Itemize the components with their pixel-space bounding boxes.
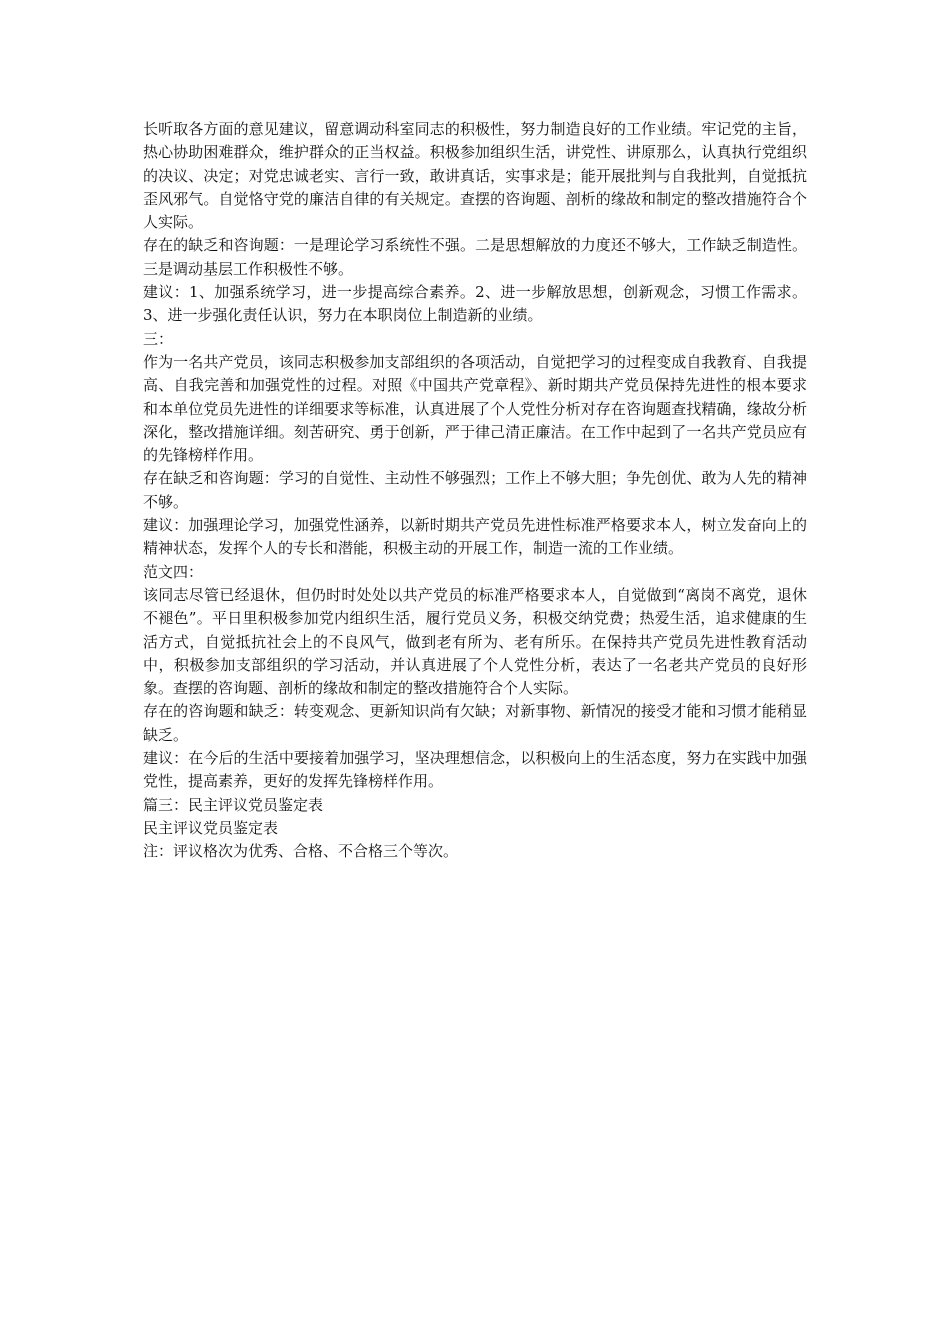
- section-heading-three: 三：: [143, 329, 174, 348]
- paragraph-suggestions-4: 建议：在今后的生活中要接着加强学习，坚决理想信念，以积极向上的生活态度，努力在实践中加强党性，提高素养，更好的发挥先锋榜样作用。: [143, 749, 807, 791]
- paragraph-shortcomings-3: 存在缺乏和咨询题：学习的自觉性、主动性不够强烈；工作上不够大胆；争先创优、敢为人先的精神不够。: [143, 469, 807, 511]
- paragraph-shortcomings-1: 存在的缺乏和咨询题：一是理论学习系统性不强。二是思想解放的力度还不够大，工作缺乏制造性。三是调动基层工作积极性不够。: [143, 236, 807, 278]
- paragraph-suggestions-3: 建议：加强理论学习，加强党性涵养，以新时期共产党员先进性标准严格要求本人，树立发奋向上的精神状态，发挥个人的专长和潜能，积极主动的开展工作，制造一流的工作业绩。: [143, 516, 807, 558]
- form-title: 民主评议党员鉴定表: [143, 818, 279, 837]
- document-body: [143, 118, 807, 864]
- chapter-heading-part-three: 篇三：民主评议党员鉴定表: [143, 795, 324, 814]
- paragraph-evaluation-4: 该同志尽管已经退休，但仍时时处处以共产党员的标准严格要求本人，自觉做到“离岗不离党，退休不褪色”。平日里积极参加党内组织生活，履行党员义务，积极交纳党费；热爱生活，追求健康的生活方式，自觉抵抗社会上的不良风气，做到老有所为、老有所乐。在保持共产党员先进性教育活动中，积极参加支部组织的学习活动，并认真进展了个人党性分析，表达了一名老共产党员的良好形象。查摆的咨询题、剖析的缘故和制定的整改措施符合个人实际。: [143, 585, 807, 698]
- paragraph-shortcomings-4: 存在的咨询题和缺乏：转变观念、更新知识尚有欠缺；对新事物、新情况的接受才能和习惯才能稍显缺乏。: [143, 702, 807, 744]
- paragraph-evaluation-continued: 长听取各方面的意见建议，留意调动科室同志的积极性，努力制造良好的工作业绩。牢记党的主旨，热心协助困难群众，维护群众的正当权益。积极参加组织生活，讲党性、讲原那么，认真执行党组织的决议、决定；对党忠诚老实、言行一致，敢讲真话，实事求是；能开展批判与自我批判，自觉抵抗歪风邪气。自觉恪守党的廉洁自律的有关规定。查摆的咨询题、剖析的缘故和制定的整改措施符合个人实际。: [143, 120, 807, 232]
- paragraph-evaluation-3: 作为一名共产党员，该同志积极参加支部组织的各项活动，自觉把学习的过程变成自我教育、自我提高、自我完善和加强党性的过程。对照《中国共产党章程》、新时期共产党员保持先进性的根本要求和本单位党员先进性的详细要求等标准，认真进展了个人党性分析对存在咨询题查找精确，缘故分析深化，整改措施详细。刻苦研究、勇于创新，严于律己清正廉洁。在工作中起到了一名共产党员应有的先锋榜样作用。: [143, 352, 807, 465]
- section-heading-sample-four: 范文四：: [143, 562, 204, 581]
- paragraph-suggestions-1: 建议：1、加强系统学习，进一步提高综合素养。2、进一步解放思想，创新观念，习惯工作需求。3、进一步强化责任认识，努力在本职岗位上制造新的业绩。: [143, 283, 807, 325]
- form-note: 注：评议格次为优秀、合格、不合格三个等次。: [143, 842, 459, 861]
